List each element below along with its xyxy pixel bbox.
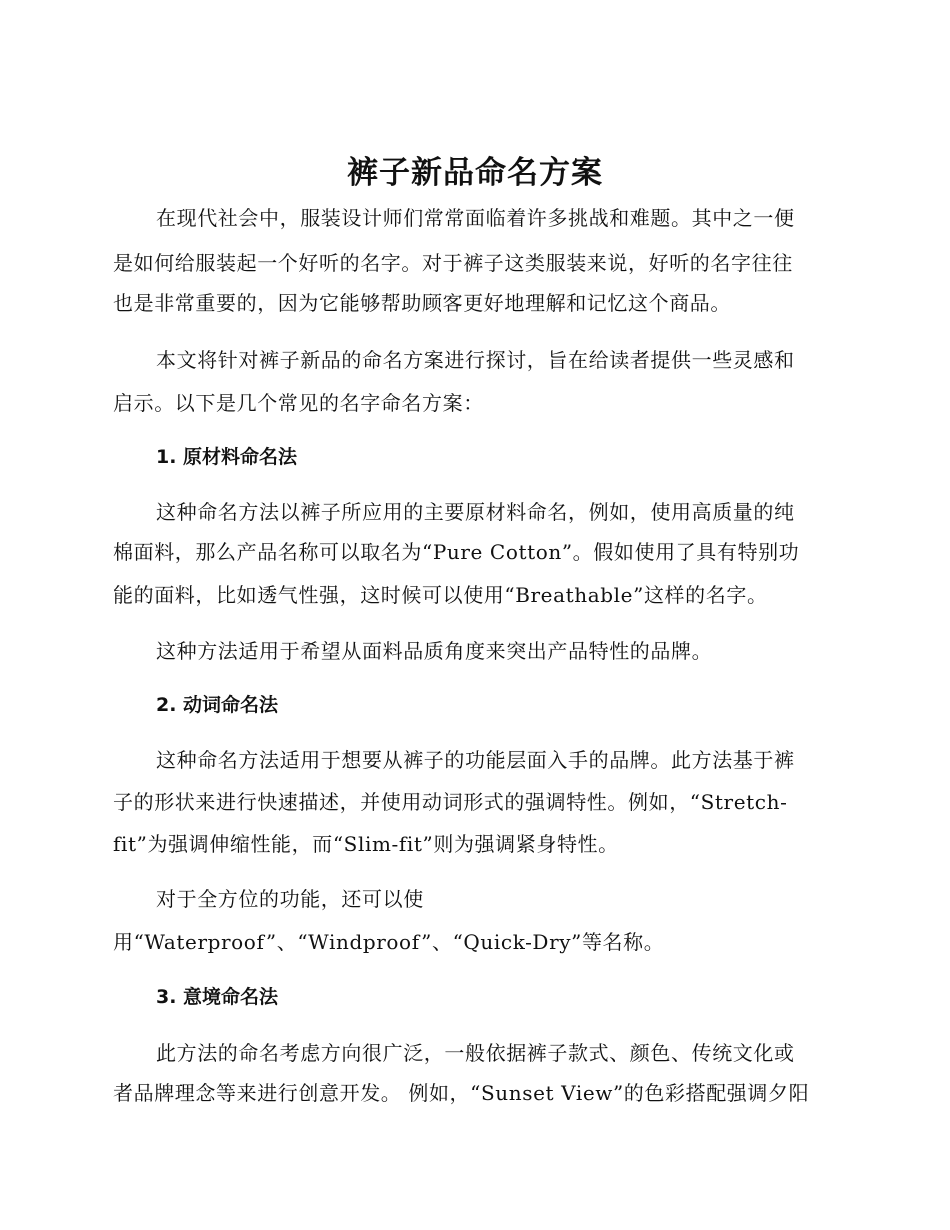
section-2-heading: 2. 动词命名法 [156,694,279,716]
intro-p1-line-3: 也是非常重要的，因为它能够帮助顾客更好地理解和记忆这个商品。 [113,291,731,315]
section-2-p2-line-2: 用“Waterproof”、“Windproof”、“Quick-Dry”等名称。 [113,930,665,954]
section-3-p1-line-1: 此方法的命名考虑方向很广泛，一般依据裤子款式、颜色、传统文化或 [156,1041,795,1065]
document-title: 裤子新品命名方案 [347,155,603,191]
section-1-heading: 1. 原材料命名法 [156,446,298,468]
section-2-p2-line-1: 对于全方位的功能，还可以使 [156,887,424,911]
section-1-p1-line-1: 这种命名方法以裤子所应用的主要原材料命名，例如，使用高质量的纯 [156,500,795,524]
intro-p2-line-1: 本文将针对裤子新品的命名方案进行探讨，旨在给读者提供一些灵感和 [156,348,795,372]
section-1-p1-line-3: 能的面料，比如透气性强，这时候可以使用“Breathable”这样的名字。 [113,583,768,607]
section-2-p1-line-3: fit”为强调伸缩性能，而“Slim-fit”则为强调紧身特性。 [113,832,619,856]
section-2-p1-line-1: 这种命名方法适用于想要从裤子的功能层面入手的品牌。此方法基于裤 [156,748,795,772]
section-3-p1-line-2: 者品牌理念等来进行创意开发。 例如，“Sunset View”的色彩搭配强调夕阳 [113,1081,810,1105]
intro-p1-line-1: 在现代社会中，服装设计师们常常面临着许多挑战和难题。其中之一便 [156,206,795,230]
intro-p1-line-2: 是如何给服装起一个好听的名字。对于裤子这类服装来说，好听的名字往往 [113,251,793,275]
intro-p2-line-2: 启示。以下是几个常见的名字命名方案： [113,391,484,415]
section-2-p1-line-2: 子的形状来进行快速描述，并使用动词形式的强调特性。例如，“Stretch- [113,790,788,814]
section-1-p2-line-1: 这种方法适用于希望从面料品质角度来突出产品特性的品牌。 [156,639,713,663]
section-3-heading: 3. 意境命名法 [156,986,279,1008]
section-1-p1-line-2: 棉面料，那么产品名称可以取名为“Pure Cotton”。假如使用了具有特别功 [113,540,800,564]
